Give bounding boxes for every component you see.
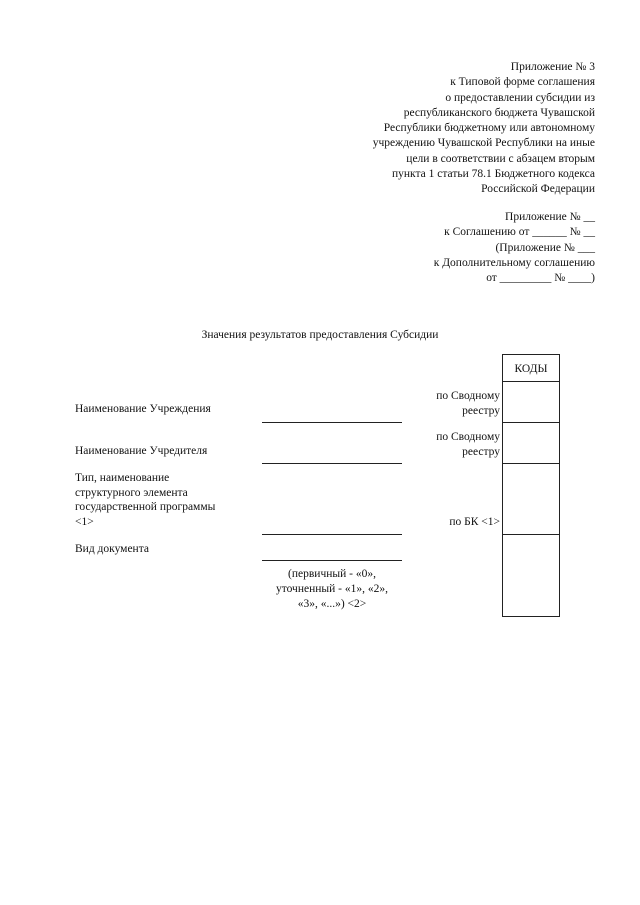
doc-type-label: Вид документа	[75, 543, 149, 555]
svod-registry-line: реестру	[462, 405, 500, 417]
doc-type-field[interactable]	[262, 560, 402, 561]
program-label-line: Тип, наименование	[75, 472, 170, 484]
appendix-line: пункта 1 статьи 78.1 Бюджетного кодекса	[391, 168, 595, 181]
agreement-line: Приложение № __	[505, 211, 595, 223]
program-label-line: структурного элемента	[75, 486, 188, 499]
doc-type-note	[262, 567, 402, 612]
agreement-line: к Дополнительному соглашению	[433, 256, 595, 269]
appendix-line: Российской Федерации	[481, 183, 595, 196]
code-cell-institution[interactable]	[502, 382, 560, 423]
svod-registry-line: реестру	[462, 446, 500, 458]
code-cell-founder[interactable]	[502, 423, 560, 464]
appendix-line: о предоставлении субсидии из	[445, 91, 595, 104]
institution-field[interactable]	[262, 422, 402, 423]
program-label-line: государственной программы	[75, 501, 216, 513]
program-label-line: <1>	[75, 515, 94, 528]
program-label	[75, 471, 215, 529]
appendix-line: Республики бюджетному или автономному	[383, 122, 595, 135]
doc-type-note-line: «3», «...») <2>	[297, 598, 367, 610]
program-field[interactable]	[262, 534, 402, 535]
code-cell-doc-type[interactable]	[502, 535, 560, 617]
doc-type-note-line: (первичный - «0»,	[288, 568, 376, 580]
bk-label: по БК <1>	[449, 516, 500, 528]
agreement-line: к Соглашению от ______ № __	[444, 226, 595, 239]
agreement-line: (Приложение № ___	[495, 241, 595, 254]
code-cell-bk[interactable]	[502, 464, 560, 535]
doc-type-note-line: уточненный - «1», «2»,	[275, 583, 388, 595]
appendix-line: цели в соответствии с абзацем вторым	[406, 152, 595, 165]
svod-registry-line: по Сводному	[436, 390, 500, 402]
appendix-line: Приложение № 3	[510, 61, 595, 73]
appendix-line: республиканского бюджета Чувашской	[403, 106, 595, 119]
codes-header: КОДЫ	[502, 354, 560, 382]
founder-label: Наименование Учредителя	[75, 445, 208, 457]
institution-label: Наименование Учреждения	[75, 403, 211, 415]
appendix-line: к Типовой форме соглашения	[450, 76, 595, 89]
codes-table	[502, 354, 560, 617]
appendix-header	[373, 60, 595, 198]
svod-registry-line: по Сводному	[436, 431, 500, 443]
svod-registry-label-2	[436, 430, 500, 460]
founder-field[interactable]	[262, 463, 402, 464]
agreement-header	[434, 210, 595, 286]
agreement-line: от _________ № ____)	[486, 272, 595, 285]
document-title: Значения результатов предоставления Субсидии	[201, 329, 439, 341]
svod-registry-label-1	[436, 389, 500, 419]
appendix-line: учреждению Чувашской Республики на иные	[372, 137, 595, 150]
